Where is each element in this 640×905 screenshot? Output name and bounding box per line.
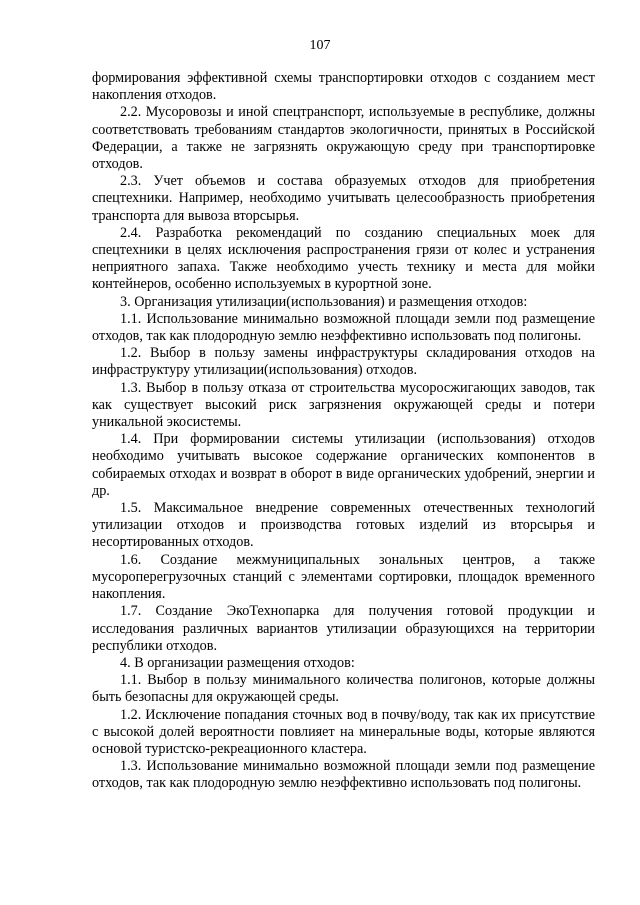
paragraph-2-4: 2.4. Разработка рекомендаций по созданию специальных моек для спецтехники в целях исключения распространения грязи от колес и устранения неприятного запаха. Также необходимо учесть технику и места для мойки контейнеров, особенно используемых в курортной зоне. (92, 224, 595, 293)
section-4-heading: 4. В организации размещения отходов: (120, 654, 355, 671)
paragraph-3-1-1: 1.1. Использование минимально возможной площади земли под размещение отходов, так как плодородную землю неэффективно использовать под полигоны. (92, 310, 595, 345)
paragraph-4-1-2: 1.2. Исключение попадания сточных вод в почву/воду, так как их присутствие с высокой долей вероятности повлияет на минеральные воды, которые являются основой туристско-рекреационного кластера. (92, 706, 595, 757)
paragraph-2-3: 2.3. Учет объемов и состава образуемых отходов для приобретения спецтехники. Например, необходимо учитывать целесообразность приобретения транспорта для вывоза вторсырья. (92, 173, 595, 224)
paragraph-3-1-7: 1.7. Создание ЭкоТехнопарка для получения готовой продукции и исследования различных вариантов утилизации образующихся на территории республики отходов. (92, 603, 595, 654)
page-number: 107 (309, 38, 331, 53)
paragraph-2-2: 2.2. Мусоровозы и иной спецтранспорт, используемые в республике, должны соответствовать требованиям стандартов экологичности, принятых в Российской Федерации, а также не загрязнять окружающую среду при транспортировке отходов. (92, 104, 595, 173)
section-3-heading: 3. Организация утилизации(использования) и размещения отходов: (120, 293, 528, 310)
paragraph-3-1-6: 1.6. Создание межмуниципальных зональных центров, а также мусороперегрузочных станций с элементами сортировки, площадок временного накопления. (92, 551, 595, 603)
body-text (92, 70, 595, 793)
paragraph-3-1-3: 1.3. Выбор в пользу отказа от строительства мусоросжигающих заводов, так как существует высокий риск загрязнения окружающей среды и потери уникальной экосистемы. (92, 379, 595, 431)
paragraph-4-1-1: 1.1. Выбор в пользу минимального количества полигонов, которые должны быть безопасны для окружающей среды. (92, 672, 595, 706)
paragraph-continuation: формирования эффективной схемы транспортировки отходов с созданием мест накопления отходов. (92, 70, 595, 104)
paragraph-3-1-2: 1.2. Выбор в пользу замены инфраструктуры складирования отходов на инфраструктуру утилизации(использования) отходов. (92, 345, 595, 379)
paragraph-4-1-3: 1.3. Использование минимально возможной площади земли под размещение отходов, так как плодородную землю неэффективно использовать под полигоны. (92, 758, 595, 792)
paragraph-3-1-4: 1.4. При формировании системы утилизации (использования) отходов необходимо учитывать высокое содержание органических компонентов в собираемых отходах и возврат в оборот в виде органических удобрений, энергии и др. (92, 431, 595, 499)
paragraph-3-1-5: 1.5. Максимальное внедрение современных отечественных технологий утилизации отходов и производства готовых изделий из вторсырья и несортированных отходов. (92, 500, 595, 551)
